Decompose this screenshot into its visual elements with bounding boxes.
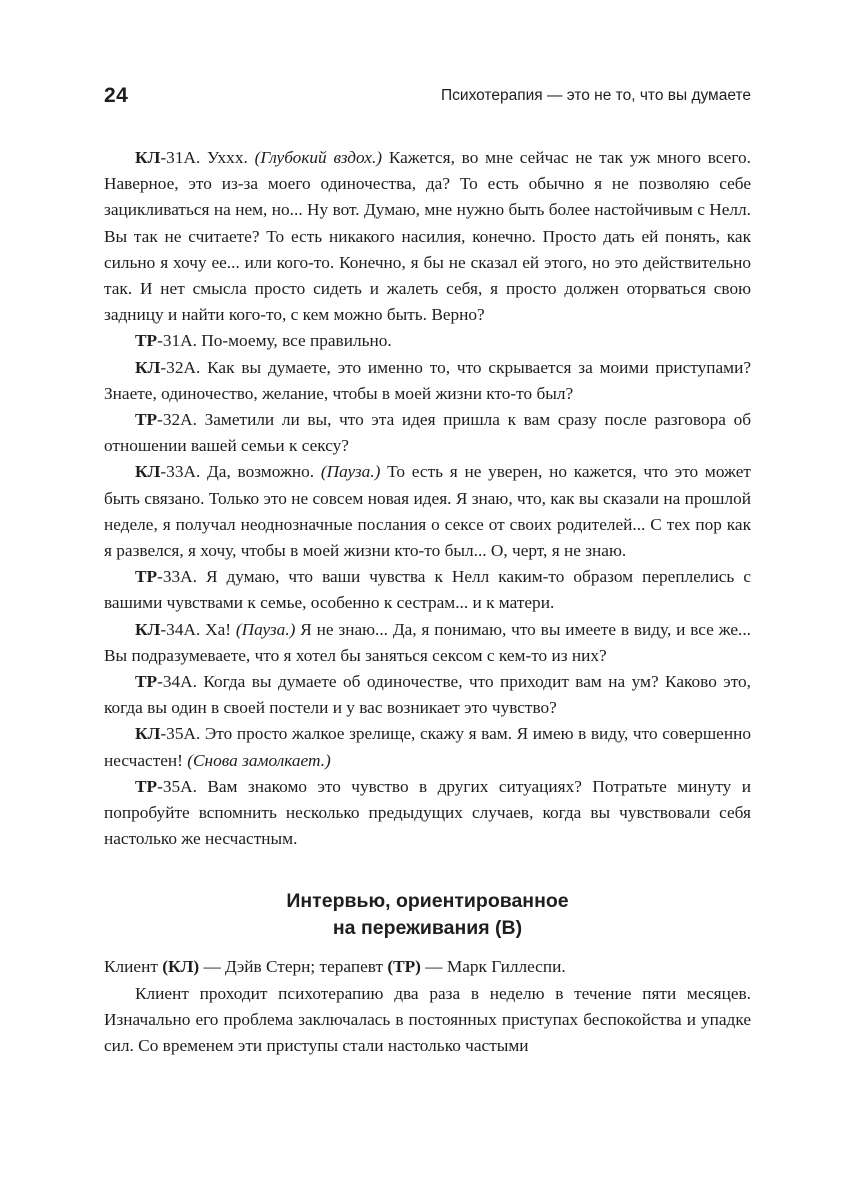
speaker-tag: ТР (135, 567, 158, 587)
stage-direction: (Снова замолкает.) (187, 750, 331, 770)
dialogue-line: КЛ-35А. Это просто жалкое зрелище, скажу я вам. Я имею в виду, что совершенно несчастен! (Снова замолкает.) (104, 724, 751, 770)
speaker-tag: КЛ (135, 724, 161, 744)
dialogue-line: КЛ-31А. Уххх. (Глубокий вздох.) Кажется, во мне сейчас не так уж много всего. Наверное, это из-за моего одиночества, да? То есть обычно я не позволяю себе зацикливаться на нем, но... Ну вот. Думаю, мне нужно быть более настойчивым с Нелл. Вы так не считаете? То есть никакого насилия, конечно. Просто дать ей понять, как сильно я хочу ее... или кого-то. Конечно, я бы не сказал ей этого, но это действительно так. И нет смысла просто сидеть и жалеть себя, я просто должен оторваться свою задницу и найти кого-то, с кем можно быть. Верно? (104, 148, 751, 325)
dialogue-line: КЛ-34А. Ха! (Пауза.) Я не знаю... Да, я понимаю, что вы имеете в виду, и все же... Вы подразумеваете, что я хотел бы заняться сексом с кем-то из них? (104, 619, 751, 665)
dialogue-line: ТР-33А. Я думаю, что ваши чувства к Нелл каким-то образом переплелись с вашими чувствами к семье, особенно к сестрам... и к матери. (104, 567, 751, 613)
speaker-tag: ТР (135, 776, 158, 796)
dialogue-line: КЛ-33А. Да, возможно. (Пауза.) То есть я не уверен, но кажется, что это может быть связано. Только это не совсем новая идея. Я знаю, что, как вы сказали на прошлой неделе, я получал неоднозначные послания о сексе от своих родителей... С тех пор как я развелся, я хочу, чтобы в моей жизни кто-то был... О, черт, я не знаю. (104, 462, 751, 561)
speaker-tag: ТР (135, 410, 158, 430)
speaker-tag: КЛ (135, 148, 161, 167)
body-paragraph: Клиент проходит психотерапию два раза в неделю в течение пяти месяцев. Изначально его проблема заключалась в постоянных приступах беспокойства и упадке сил. Со временем эти приступы стали настолько частыми (104, 983, 751, 1056)
dialogue-line: КЛ-32А. Как вы думаете, это именно то, что скрывается за моими приступами? Знаете, одиночество, желание, чтобы в моей жизни кто-то был? (104, 357, 751, 403)
page-header (104, 84, 751, 114)
stage-direction: (Глубокий вздох.) (254, 148, 383, 167)
speaker-tag: КЛ (135, 357, 161, 377)
running-title: Психотерапия — это не то, что вы думаете (441, 87, 751, 104)
speaker-tag: КЛ (135, 619, 161, 639)
dialogue-line: ТР-34А. Когда вы думаете об одиночестве, что приходит вам на ум? Каково это, когда вы один в своей постели и у вас возникает это чувство? (104, 672, 751, 718)
speaker-tag: КЛ (135, 462, 161, 482)
dialogue-line: ТР-35А. Вам знакомо это чувство в других ситуациях? Потратьте минуту и попробуйте вспомнить несколько предыдущих случаев, когда вы чувствовали себя настолько же несчастным. (104, 776, 751, 849)
dialogue-line: ТР-32А. Заметили ли вы, что эта идея пришла к вам сразу после разговора об отношении вашей семьи к сексу? (104, 410, 751, 456)
speaker-tag: ТР (135, 672, 158, 692)
participants-line: Клиент (КЛ) — Дэйв Стерн; терапевт (ТР) — Марк Гиллеспи. (104, 957, 566, 977)
stage-direction: (Пауза.) (235, 619, 296, 639)
section-heading: Интервью, ориентированное на переживания (В) (286, 890, 569, 940)
page-body (104, 145, 751, 1059)
speaker-tag: ТР (135, 331, 158, 351)
stage-direction: (Пауза.) (320, 462, 381, 482)
page-number: 24 (104, 84, 129, 107)
dialogue-line: ТР-31А. По-моему, все правильно. (135, 331, 392, 351)
